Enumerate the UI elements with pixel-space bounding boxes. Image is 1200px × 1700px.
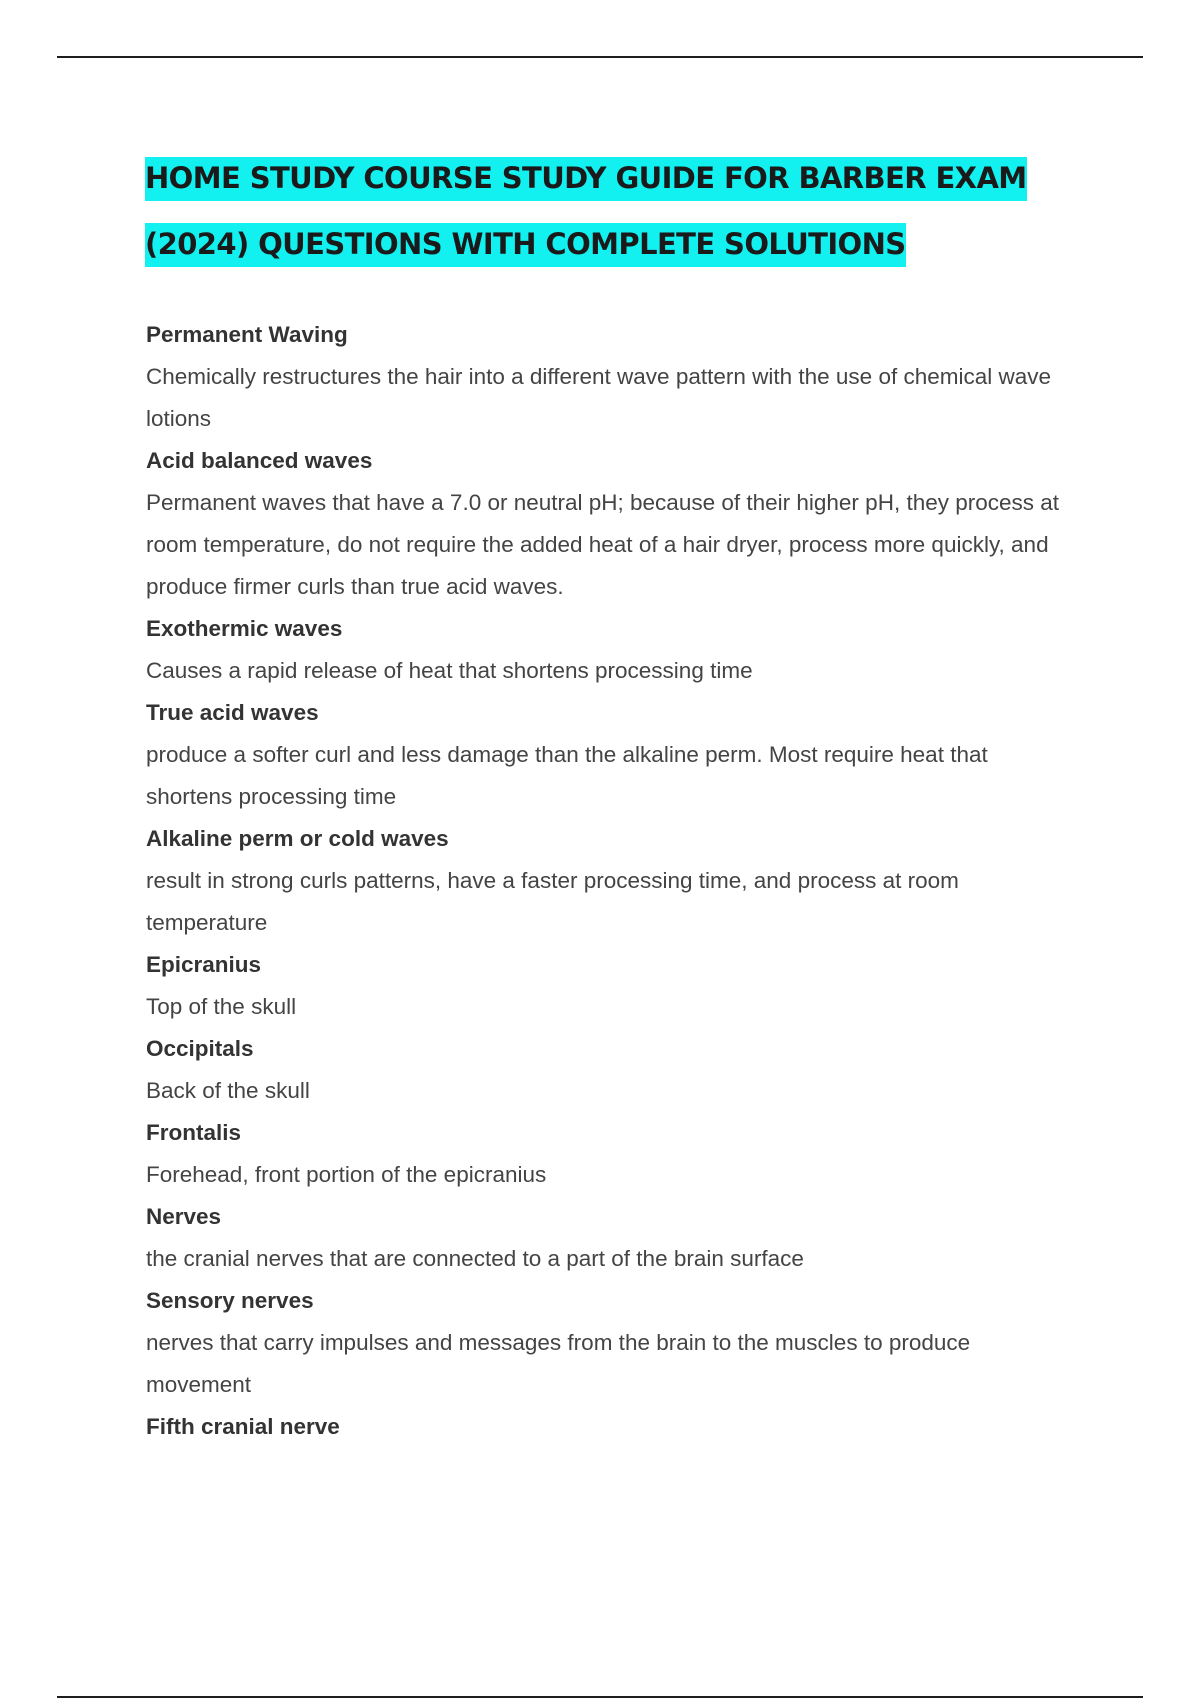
term: Occipitals [146, 1036, 254, 1061]
list-item [146, 314, 1076, 440]
list-item [146, 1406, 1076, 1448]
list-item [146, 1028, 1076, 1112]
definition: the cranial nerves that are connected to a part of the brain surface [146, 1246, 804, 1271]
title-line-2: (2024) QUESTIONS WITH COMPLETE SOLUTIONS [145, 211, 1105, 277]
definition: Forehead, front portion of the epicranius [146, 1162, 547, 1187]
term: Nerves [146, 1204, 222, 1229]
list-item [146, 608, 1076, 692]
list-item [146, 1112, 1076, 1196]
definition: Causes a rapid release of heat that shortens processing time [146, 658, 753, 683]
title-line-1: HOME STUDY COURSE STUDY GUIDE FOR BARBER EXAM [145, 145, 1105, 211]
definition: produce a softer curl and less damage than the alkaline perm. Most require heat that shortens processing time [146, 742, 988, 809]
term: Frontalis [146, 1120, 242, 1145]
definition: Back of the skull [146, 1078, 310, 1103]
flashcard-list [146, 314, 1076, 1448]
list-item [146, 1280, 1076, 1406]
term: Permanent Waving [146, 322, 348, 347]
list-item [146, 692, 1076, 818]
top-rule [57, 56, 1143, 58]
term: Fifth cranial nerve [146, 1414, 340, 1439]
bottom-rule [57, 1696, 1143, 1698]
term: Alkaline perm or cold waves [146, 826, 449, 851]
definition: Top of the skull [146, 994, 297, 1019]
list-item [146, 440, 1076, 608]
term: Exothermic waves [146, 616, 343, 641]
term: Epicranius [146, 952, 262, 977]
definition: nerves that carry impulses and messages from the brain to the muscles to produce movement [146, 1330, 971, 1397]
list-item [146, 944, 1076, 1028]
term: Sensory nerves [146, 1288, 314, 1313]
term: Acid balanced waves [146, 448, 373, 473]
list-item [146, 1196, 1076, 1280]
list-item [146, 818, 1076, 944]
definition: Chemically restructures the hair into a different wave pattern with the use of chemical wave lotions [146, 364, 1052, 431]
definition: result in strong curls patterns, have a faster processing time, and process at room temperature [146, 868, 959, 935]
term: True acid waves [146, 700, 319, 725]
definition: Permanent waves that have a 7.0 or neutral pH; because of their higher pH, they process at room temperature, do not require the added heat of a hair dryer, process more quickly, and produce firmer curls than true acid waves. [146, 490, 1060, 599]
document-title [145, 145, 1105, 277]
